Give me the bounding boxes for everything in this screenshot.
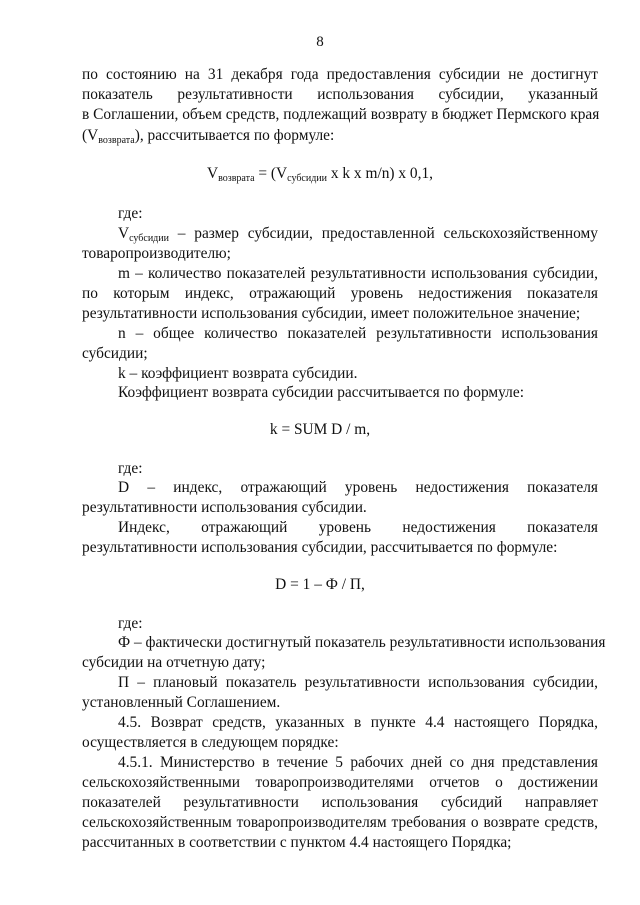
where-label: где:	[118, 615, 143, 632]
text-fragment: ), рассчитывается по формуле:	[134, 127, 335, 144]
formula-fragment: х k х m/n) х 0,1,	[327, 165, 434, 182]
text-line: П – плановый показатель результативности использования субсидии,	[118, 674, 598, 691]
formula-coefficient: k = SUM D / m,	[269, 421, 371, 438]
text-line	[118, 225, 598, 243]
formula-index: D = 1 – Ф / П,	[275, 576, 365, 593]
text-line: сельскохозяйственным товаропроизводителям требования о возврате средств,	[82, 814, 598, 831]
formula-fragment: = (V	[254, 165, 288, 182]
text-line: в Соглашении, объем средств, подлежащий возврату в бюджет Пермского края	[82, 106, 600, 123]
text-line: k – коэффициент возврата субсидии.	[118, 365, 358, 382]
text-line: n – общее количество показателей результативности использования	[118, 325, 598, 342]
text-line: показателей результативности использования субсидий направляет	[82, 794, 598, 811]
text-line: рассчитанных в соответствии с пунктом 4.4 настоящего Порядка;	[82, 834, 512, 851]
where-label: где:	[118, 205, 143, 222]
text-line: осуществляется в следующем порядке:	[82, 734, 339, 751]
text-line: товаропроизводителю;	[82, 245, 231, 262]
subscript: субсидии	[129, 233, 169, 244]
text-line: по состоянию на 31 декабря года предоставления субсидии не достигнут	[82, 66, 598, 83]
formula-symbol: V	[206, 165, 219, 182]
text-line: показатель результативности использования субсидии, указанный	[82, 86, 598, 103]
text-line: результативности использования субсидии.	[82, 499, 367, 516]
text-line: сельскохозяйственными товаропроизводителями отчетов о достижении	[82, 774, 598, 791]
text-fragment: (V	[82, 127, 99, 144]
text-line: 4.5. Возврат средств, указанных в пункте 4.4 настоящего Порядка,	[118, 714, 598, 731]
where-label: где:	[118, 460, 143, 477]
text-line: Коэффициент возврата субсидии рассчитывается по формуле:	[118, 384, 524, 401]
text-line: субсидии на отчетную дату;	[82, 654, 266, 671]
text-line: установленный Соглашением.	[82, 694, 281, 711]
text-line: Ф – фактически достигнутый показатель результативности использования	[118, 634, 606, 651]
subscript: возврата	[218, 173, 255, 184]
text-line: m – количество показателей результативности использования субсидии,	[118, 265, 598, 282]
formula-return-volume	[0, 165, 640, 183]
text-line: результативности использования субсидии, имеет положительное значение;	[82, 305, 581, 322]
text-line: субсидии;	[82, 345, 148, 362]
text-fragment: – размер субсидии, предоставленной сельскохозяйственному	[168, 225, 598, 242]
text-line	[82, 127, 598, 145]
subscript: возврата	[98, 135, 135, 146]
text-fragment: V	[118, 225, 130, 242]
text-line: результативности использования субсидии, рассчитывается по формуле:	[82, 539, 558, 556]
text-line: Индекс, отражающий уровень недостижения показателя	[118, 519, 598, 536]
text-line: 4.5.1. Министерство в течение 5 рабочих дней со дня представления	[118, 754, 598, 771]
text-line: по которым индекс, отражающий уровень недостижения показателя	[82, 285, 598, 302]
page-number: 8	[316, 34, 324, 50]
text-line: D – индекс, отражающий уровень недостижения показателя	[118, 479, 598, 496]
subscript: субсидии	[287, 173, 327, 184]
